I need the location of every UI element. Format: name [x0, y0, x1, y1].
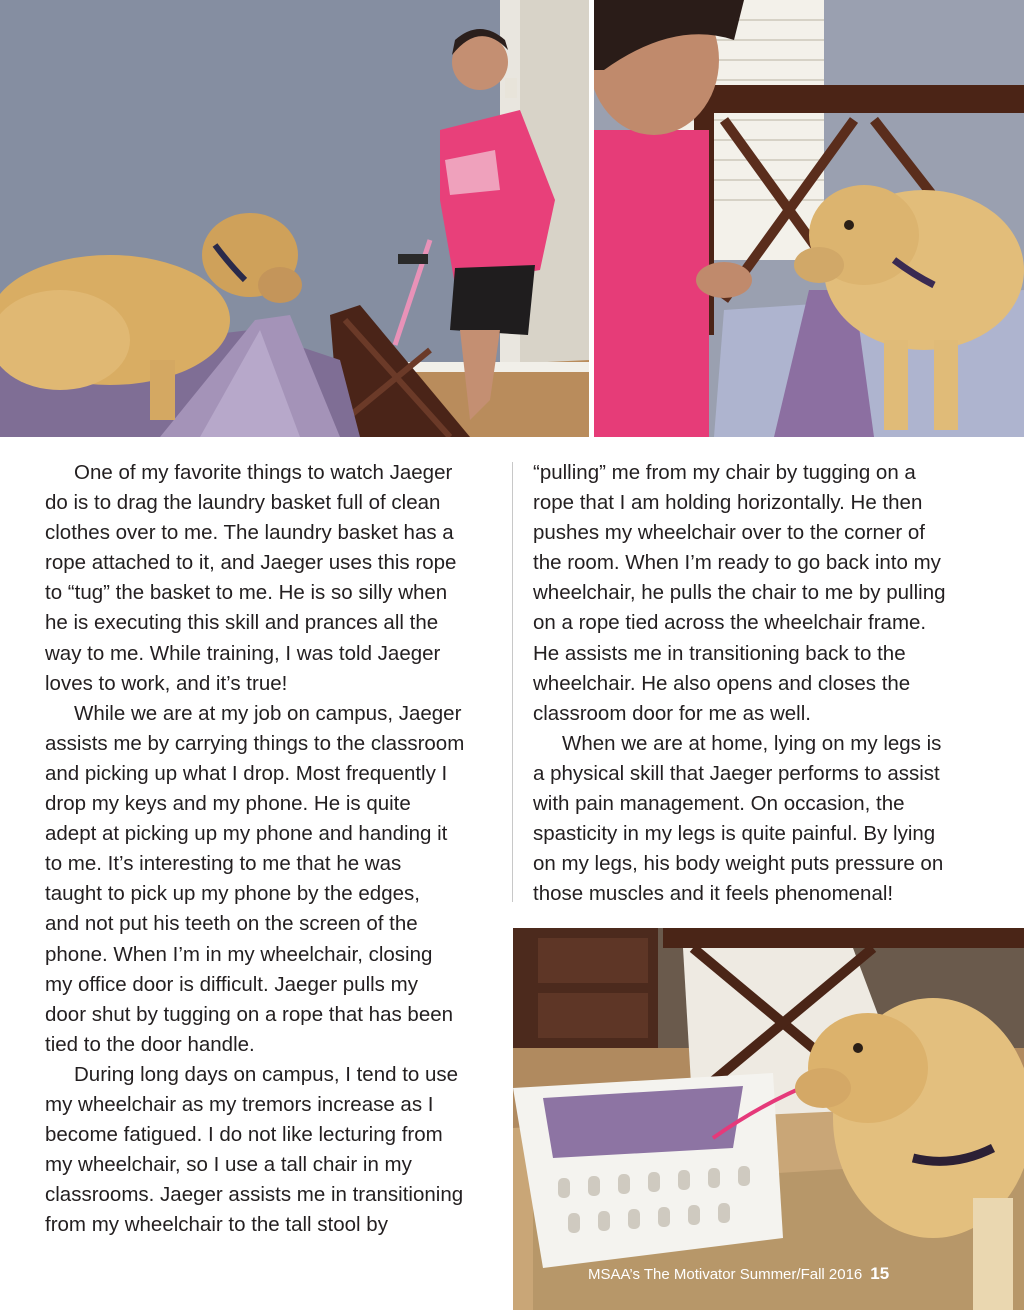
- article-column-left: [45, 458, 495, 1240]
- column-divider: [512, 462, 513, 902]
- paragraph: While we are at my job on campus, Jaeger: [74, 701, 462, 725]
- page-number: 15: [870, 1264, 890, 1283]
- publication-title: MSAA’s The Motivator Summer/Fall 2016: [588, 1266, 863, 1283]
- article-column-right: [533, 458, 983, 909]
- paragraph: One of my favorite things to watch Jaeger: [74, 461, 453, 484]
- photo-dog-pulling-sheet: [0, 0, 589, 437]
- paragraph: When we are at home, lying on my legs is: [562, 731, 942, 755]
- paragraph-continuation: do is to drag the laundry basket full of clean clothes over to me. The laundry basket has a rope attached to it, and Jaeger uses this rope to “tug” the basket to me. He is so silly when he is executing this skill and prances all the way to me. While training, I was told Jaeger loves to work, and it’s true!: [45, 491, 457, 695]
- paragraph: During long days on campus, I tend to use: [74, 1062, 459, 1086]
- paragraph-continuation: a physical skill that Jaeger performs to assist with pain management. On occasion, the spasticity in my legs is quite painful. By lying on my legs, his body weight puts pressure on those muscles and it feels phenomenal!: [533, 761, 944, 906]
- paragraph-continuation: assists me by carrying things to the classroom and picking up what I drop. Most frequently I drop my keys and my phone. He is quite adept at picking up my phone and handing it to me. It’s interesting to me that he was taught to pick up my phone by the edges, and not put his teeth on the screen of the phone. When I’m in my wheelchair, closing my office door is difficult. Jaeger pulls my door shut by tugging on a rope that has been tied to the door handle.: [45, 731, 465, 1056]
- paragraph-continuation: my wheelchair as my tremors increase as I become fatigued. I do not like lecturing from my wheelchair, so I use a tall chair in my classrooms. Jaeger assists me in transitioning from my wheelchair to the tall stool by: [45, 1092, 464, 1237]
- photo-dog-handing-sheet: [594, 0, 1024, 437]
- photo-dog-pulling-laundry-basket: [513, 928, 1024, 1310]
- paragraph-continuation: “pulling” me from my chair by tugging on a rope that I am holding horizontally. He then pushes my wheelchair over to the corner of the room. When I’m ready to go back into my wheelchair, he pulls the chair to me by pulling on a rope tied across the wheelchair frame. He assists me in transitioning back to the wheelchair. He also opens and closes the classroom door for me as well.: [533, 461, 946, 725]
- page-footer: [588, 1264, 889, 1284]
